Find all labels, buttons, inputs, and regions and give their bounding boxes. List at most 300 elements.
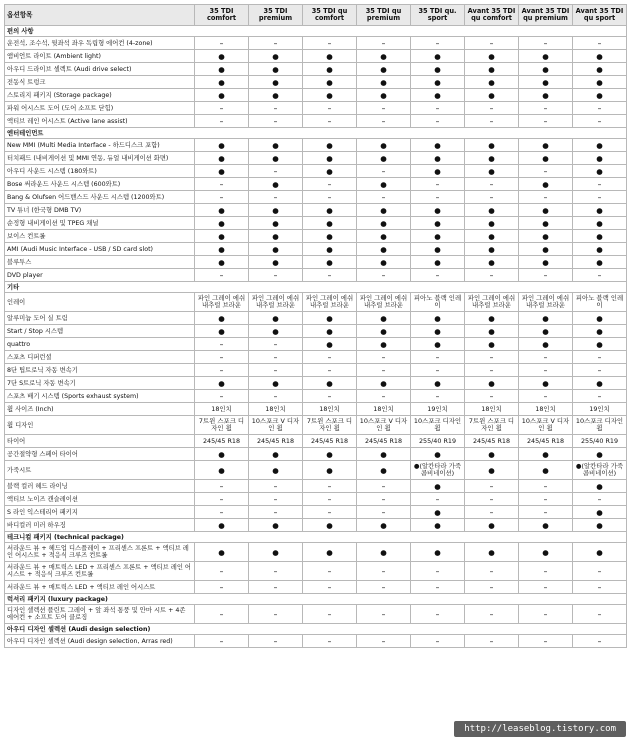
option-value-cell: – (411, 37, 465, 50)
option-value-cell: – (195, 390, 249, 403)
option-label: 앰비언트 라이트 (Ambient light) (5, 50, 195, 63)
option-value-cell: ● (465, 312, 519, 325)
option-label: 서라운드 뷰 + 매트릭스 LED + 액티브 레인 어시스트 (5, 581, 195, 594)
option-value-cell: – (195, 506, 249, 519)
option-value-cell: – (195, 351, 249, 364)
option-value-cell: ● (249, 312, 303, 325)
option-value-cell: – (357, 269, 411, 282)
option-value-cell: ● (195, 377, 249, 390)
option-value-cell: – (573, 581, 627, 594)
option-value-cell: – (249, 269, 303, 282)
option-value-cell: – (465, 37, 519, 50)
option-value-cell: – (573, 364, 627, 377)
option-value-cell: 245/45 R18 (195, 435, 249, 448)
option-value-cell: 245/45 R18 (357, 435, 411, 448)
option-value-cell: 18인치 (465, 403, 519, 416)
option-value-cell: ● (249, 325, 303, 338)
header-label: 옵션항목 (5, 5, 195, 26)
option-value-cell: ● (465, 204, 519, 217)
option-value-cell: ● (573, 152, 627, 165)
option-label: 터치패드 (내비게이션 및 MMI 연동, 듀얼 내비게이션 화면) (5, 152, 195, 165)
table-row (5, 243, 627, 256)
option-value-cell: – (465, 581, 519, 594)
option-value-cell: ● (465, 256, 519, 269)
option-value-cell: ● (519, 543, 573, 562)
option-value-cell: – (303, 191, 357, 204)
option-value-cell: – (303, 605, 357, 624)
option-value-cell: ● (195, 217, 249, 230)
option-value-cell: ● (249, 243, 303, 256)
option-value-cell: ● (195, 165, 249, 178)
table-row (5, 519, 627, 532)
option-value-cell: ● (519, 204, 573, 217)
option-value-cell: – (249, 115, 303, 128)
option-value-cell: – (195, 115, 249, 128)
option-value-cell: – (519, 562, 573, 581)
option-value-cell: ● (411, 325, 465, 338)
option-value-cell: – (411, 102, 465, 115)
option-value-cell: ● (357, 230, 411, 243)
option-value-cell: – (249, 351, 303, 364)
option-value-cell: ● (573, 204, 627, 217)
option-value-cell: – (411, 390, 465, 403)
option-value-cell: ● (411, 448, 465, 461)
option-value-cell: ● (519, 50, 573, 63)
option-label: 가죽시트 (5, 461, 195, 480)
option-value-cell: ● (195, 256, 249, 269)
option-value-cell: 10스포크 디자인 휠 (573, 416, 627, 435)
option-value-cell: ● (573, 519, 627, 532)
option-value-cell: ● (357, 325, 411, 338)
option-value-cell: – (357, 562, 411, 581)
option-value-cell: ● (195, 243, 249, 256)
option-label: AMI (Audi Music Interface - USB / SD card slot) (5, 243, 195, 256)
option-value-cell: – (195, 562, 249, 581)
option-value-cell: ● (573, 256, 627, 269)
option-value-cell: – (303, 581, 357, 594)
table-row (5, 139, 627, 152)
option-value-cell: ● (303, 461, 357, 480)
option-value-cell: 10스포크 V 디자인 휠 (519, 416, 573, 435)
option-value-cell: – (303, 178, 357, 191)
option-value-cell: – (411, 269, 465, 282)
option-value-cell: – (357, 191, 411, 204)
option-value-cell: – (519, 506, 573, 519)
option-value-cell: – (519, 493, 573, 506)
option-value-cell: ● (357, 50, 411, 63)
option-value-cell: ● (465, 377, 519, 390)
option-value-cell: ●(알칸타라 가죽 콤비네이션) (573, 461, 627, 480)
section-title: 아우디 디자인 셀렉션 (Audi design selection) (5, 624, 627, 635)
option-value-cell: ● (249, 543, 303, 562)
option-value-cell: – (411, 562, 465, 581)
option-value-cell: ● (519, 461, 573, 480)
option-value-cell: ● (249, 178, 303, 191)
option-value-cell: – (249, 102, 303, 115)
option-label: 스포츠 디퍼런셜 (5, 351, 195, 364)
option-value-cell: 10스포크 V 디자인 휠 (249, 416, 303, 435)
option-value-cell: – (573, 178, 627, 191)
option-value-cell: – (465, 115, 519, 128)
section-title: 편의 사항 (5, 26, 627, 37)
option-label: 인레이 (5, 293, 195, 312)
option-value-cell: ● (573, 243, 627, 256)
option-value-cell: ● (519, 377, 573, 390)
option-value-cell: ● (357, 139, 411, 152)
option-value-cell: ● (573, 506, 627, 519)
option-value-cell: – (195, 338, 249, 351)
option-value-cell: ● (357, 256, 411, 269)
option-value-cell: ● (411, 230, 465, 243)
option-value-cell: – (195, 493, 249, 506)
option-value-cell: – (357, 37, 411, 50)
table-row (5, 403, 627, 416)
option-value-cell: ● (519, 63, 573, 76)
option-value-cell: 245/45 R18 (519, 435, 573, 448)
option-value-cell: 10스포크 V 디자인 휠 (357, 416, 411, 435)
option-value-cell: ● (519, 217, 573, 230)
option-value-cell: ● (519, 338, 573, 351)
section-header-row (5, 594, 627, 605)
option-value-cell: – (573, 269, 627, 282)
option-value-cell: ● (195, 139, 249, 152)
option-value-cell: – (303, 115, 357, 128)
option-value-cell: – (195, 605, 249, 624)
option-value-cell: ● (411, 506, 465, 519)
option-value-cell: ● (411, 312, 465, 325)
option-value-cell: ● (303, 139, 357, 152)
table-row (5, 338, 627, 351)
option-label: 7단 S트로닉 자동 변속기 (5, 377, 195, 390)
option-value-cell: – (303, 480, 357, 493)
option-value-cell: – (411, 351, 465, 364)
option-value-cell: – (411, 191, 465, 204)
option-label: 8단 팁트로닉 자동 변속기 (5, 364, 195, 377)
option-value-cell: – (303, 364, 357, 377)
section-header-row (5, 624, 627, 635)
header-trim: 35 TDI premium (249, 5, 303, 26)
option-value-cell: ● (195, 152, 249, 165)
table-row (5, 312, 627, 325)
option-value-cell: – (249, 506, 303, 519)
option-value-cell: ● (411, 76, 465, 89)
option-value-cell: ● (465, 63, 519, 76)
option-value-cell: – (249, 364, 303, 377)
option-value-cell: – (357, 390, 411, 403)
option-value-cell: – (411, 178, 465, 191)
option-value-cell: ● (249, 448, 303, 461)
option-label: Bang & Olufsen 어드밴스드 사운드 시스템 (1200와트) (5, 191, 195, 204)
option-value-cell: ● (195, 50, 249, 63)
table-row (5, 37, 627, 50)
option-value-cell: ● (411, 217, 465, 230)
option-value-cell: ● (249, 204, 303, 217)
option-value-cell: ● (411, 243, 465, 256)
table-row (5, 448, 627, 461)
option-label: 휠 사이즈 (Inch) (5, 403, 195, 416)
option-value-cell: – (573, 102, 627, 115)
option-value-cell: ● (465, 165, 519, 178)
option-value-cell: – (195, 37, 249, 50)
table-row (5, 390, 627, 403)
option-value-cell: ● (195, 461, 249, 480)
option-value-cell: ● (573, 165, 627, 178)
option-value-cell: – (303, 390, 357, 403)
option-value-cell: ● (411, 519, 465, 532)
option-value-cell: – (465, 480, 519, 493)
option-label: 순정형 내비게이션 및 TPEG 채널 (5, 217, 195, 230)
option-value-cell: – (249, 581, 303, 594)
option-value-cell: ● (303, 256, 357, 269)
option-value-cell: ● (411, 63, 465, 76)
option-value-cell: ● (303, 165, 357, 178)
option-label: 타이어 (5, 435, 195, 448)
table-row (5, 562, 627, 581)
table-header-row (5, 5, 627, 26)
option-value-cell: ● (303, 152, 357, 165)
table-row (5, 115, 627, 128)
table-row (5, 178, 627, 191)
option-value-cell: – (573, 562, 627, 581)
header-trim: Avant 35 TDI qu comfort (465, 5, 519, 26)
option-label: 블루투스 (5, 256, 195, 269)
option-value-cell: ● (465, 543, 519, 562)
option-value-cell: ● (519, 178, 573, 191)
option-value-cell: – (411, 581, 465, 594)
option-value-cell: ● (519, 256, 573, 269)
option-value-cell: – (519, 165, 573, 178)
option-value-cell: 파인 그레이 에쉬 내추럴 브라운 (303, 293, 357, 312)
header-trim: Avant 35 TDI qu premium (519, 5, 573, 26)
option-value-cell: 피아노 블랙 인레이 (573, 293, 627, 312)
option-value-cell: – (249, 562, 303, 581)
option-label: 액티브 레인 어시스트 (Active lane assist) (5, 115, 195, 128)
option-label: 운전석, 조수석, 뒷좌석 좌우 독립형 에어컨 (4-zone) (5, 37, 195, 50)
option-value-cell: – (573, 390, 627, 403)
table-row (5, 635, 627, 648)
option-value-cell: ● (573, 338, 627, 351)
option-value-cell: – (303, 37, 357, 50)
option-value-cell: ● (249, 377, 303, 390)
option-value-cell: ● (195, 63, 249, 76)
option-value-cell: ● (465, 76, 519, 89)
option-value-cell: ● (357, 178, 411, 191)
table-row (5, 480, 627, 493)
table-row (5, 293, 627, 312)
blog-url-watermark: http://leaseblog.tistory.com (454, 721, 626, 737)
option-value-cell: – (465, 269, 519, 282)
option-value-cell: ● (411, 50, 465, 63)
option-label: 보이스 컨트롤 (5, 230, 195, 243)
option-value-cell: – (519, 269, 573, 282)
option-value-cell: 18인치 (303, 403, 357, 416)
option-value-cell: – (195, 480, 249, 493)
table-row (5, 191, 627, 204)
option-value-cell: 18인치 (519, 403, 573, 416)
option-value-cell: ● (465, 217, 519, 230)
option-value-cell: – (573, 115, 627, 128)
option-value-cell: – (519, 480, 573, 493)
option-value-cell: – (519, 605, 573, 624)
option-value-cell: – (357, 115, 411, 128)
option-value-cell: ● (303, 312, 357, 325)
option-value-cell: ● (573, 63, 627, 76)
header-trim: 35 TDI qu premium (357, 5, 411, 26)
option-value-cell: ● (465, 89, 519, 102)
option-value-cell: ● (411, 89, 465, 102)
option-value-cell: ● (411, 543, 465, 562)
option-value-cell: – (465, 635, 519, 648)
option-value-cell: 255/40 R19 (411, 435, 465, 448)
option-value-cell: ● (303, 243, 357, 256)
header-trim: Avant 35 TDI qu sport (573, 5, 627, 26)
option-value-cell: ● (249, 139, 303, 152)
option-value-cell: 파인 그레이 에쉬 내추럴 브라운 (249, 293, 303, 312)
table-row (5, 63, 627, 76)
option-value-cell: – (303, 102, 357, 115)
option-value-cell: – (519, 37, 573, 50)
option-value-cell: – (249, 605, 303, 624)
option-value-cell: – (357, 165, 411, 178)
option-label: 바디컬러 미러 하우징 (5, 519, 195, 532)
option-value-cell: ● (357, 204, 411, 217)
option-value-cell: ● (411, 377, 465, 390)
table-row (5, 256, 627, 269)
option-label: TV 튜너 (한국형 DMB TV) (5, 204, 195, 217)
option-value-cell: 18인치 (249, 403, 303, 416)
option-value-cell: ● (465, 230, 519, 243)
option-value-cell: 7트윈 스포크 디자인 휠 (465, 416, 519, 435)
option-value-cell: ● (465, 519, 519, 532)
option-value-cell: ● (411, 204, 465, 217)
option-value-cell: – (519, 115, 573, 128)
option-label: 공간절약형 스페어 타이어 (5, 448, 195, 461)
section-title: 럭셔리 패키지 (luxury package) (5, 594, 627, 605)
option-value-cell: ● (357, 217, 411, 230)
option-value-cell: – (519, 191, 573, 204)
table-row (5, 165, 627, 178)
table-row (5, 605, 627, 624)
option-value-cell: ● (249, 217, 303, 230)
option-value-cell: ● (411, 152, 465, 165)
table-row (5, 230, 627, 243)
option-value-cell: ● (573, 543, 627, 562)
option-value-cell: 245/45 R18 (465, 435, 519, 448)
option-value-cell: ● (195, 325, 249, 338)
option-value-cell: ● (573, 217, 627, 230)
option-value-cell: – (465, 605, 519, 624)
option-value-cell: ● (195, 519, 249, 532)
option-label: 전동식 트렁크 (5, 76, 195, 89)
option-value-cell: ● (519, 89, 573, 102)
option-value-cell: ● (195, 543, 249, 562)
option-value-cell: ● (465, 448, 519, 461)
option-label: 스포츠 배기 시스템 (Sports exhaust system) (5, 390, 195, 403)
table-row (5, 76, 627, 89)
option-value-cell: ● (249, 256, 303, 269)
option-value-cell: – (303, 506, 357, 519)
section-header-row (5, 282, 627, 293)
option-value-cell: ● (195, 89, 249, 102)
option-value-cell: ● (573, 325, 627, 338)
option-value-cell: ● (357, 76, 411, 89)
option-value-cell: – (195, 364, 249, 377)
table-row (5, 581, 627, 594)
option-value-cell: – (357, 351, 411, 364)
table-row (5, 435, 627, 448)
table-row (5, 493, 627, 506)
option-value-cell: ● (573, 448, 627, 461)
table-row (5, 416, 627, 435)
option-label: 서라운드 뷰 + 헤드업 디스플레이 + 프리센스 프론트 + 액티브 레인 어시스트 + 적응식 크루즈 컨트롤 (5, 543, 195, 562)
option-value-cell: 파인 그레이 에쉬 내추럴 브라운 (195, 293, 249, 312)
section-header-row (5, 26, 627, 37)
option-value-cell: – (465, 191, 519, 204)
option-value-cell: ● (195, 448, 249, 461)
option-value-cell: ● (195, 230, 249, 243)
section-title: 엔터테인먼트 (5, 128, 627, 139)
option-value-cell: ● (519, 152, 573, 165)
option-value-cell: – (195, 269, 249, 282)
option-value-cell: – (465, 390, 519, 403)
option-value-cell: – (465, 178, 519, 191)
option-value-cell: – (357, 102, 411, 115)
option-value-cell: – (195, 581, 249, 594)
option-value-cell: – (357, 480, 411, 493)
option-label: quattro (5, 338, 195, 351)
option-label: 아우디 드라이브 셀렉트 (Audi drive select) (5, 63, 195, 76)
option-value-cell: – (573, 191, 627, 204)
option-value-cell: ● (303, 377, 357, 390)
option-value-cell: – (249, 191, 303, 204)
option-value-cell: 7트윈 스포크 디자인 휠 (195, 416, 249, 435)
option-value-cell: ● (573, 50, 627, 63)
option-value-cell: ● (519, 139, 573, 152)
table-row (5, 152, 627, 165)
option-label: Bose 써라운드 사운드 시스템 (600와트) (5, 178, 195, 191)
option-value-cell: ●(알칸타라 가죽 콤비네이션) (411, 461, 465, 480)
option-value-cell: ● (573, 312, 627, 325)
option-value-cell: 파인 그레이 에쉬 내추럴 브라운 (465, 293, 519, 312)
option-value-cell: ● (465, 461, 519, 480)
option-value-cell: 19인치 (573, 403, 627, 416)
option-value-cell: ● (357, 63, 411, 76)
option-value-cell: 19인치 (411, 403, 465, 416)
table-row (5, 269, 627, 282)
option-value-cell: ● (303, 63, 357, 76)
option-value-cell: – (249, 493, 303, 506)
option-value-cell: – (519, 581, 573, 594)
option-value-cell: ● (249, 50, 303, 63)
option-value-cell: ● (573, 89, 627, 102)
option-value-cell: 파인 그레이 에쉬 내추럴 브라운 (357, 293, 411, 312)
option-value-cell: ● (465, 325, 519, 338)
table-row (5, 217, 627, 230)
option-value-cell: ● (357, 243, 411, 256)
option-value-cell: ● (303, 76, 357, 89)
option-value-cell: 255/40 R19 (573, 435, 627, 448)
option-value-cell: ● (357, 543, 411, 562)
option-value-cell: ● (411, 139, 465, 152)
option-value-cell: ● (411, 165, 465, 178)
option-value-cell: ● (519, 76, 573, 89)
option-value-cell: ● (249, 519, 303, 532)
option-value-cell: ● (249, 76, 303, 89)
option-value-cell: – (357, 605, 411, 624)
option-value-cell: – (573, 635, 627, 648)
option-value-cell: ● (411, 256, 465, 269)
option-value-cell: ● (357, 461, 411, 480)
